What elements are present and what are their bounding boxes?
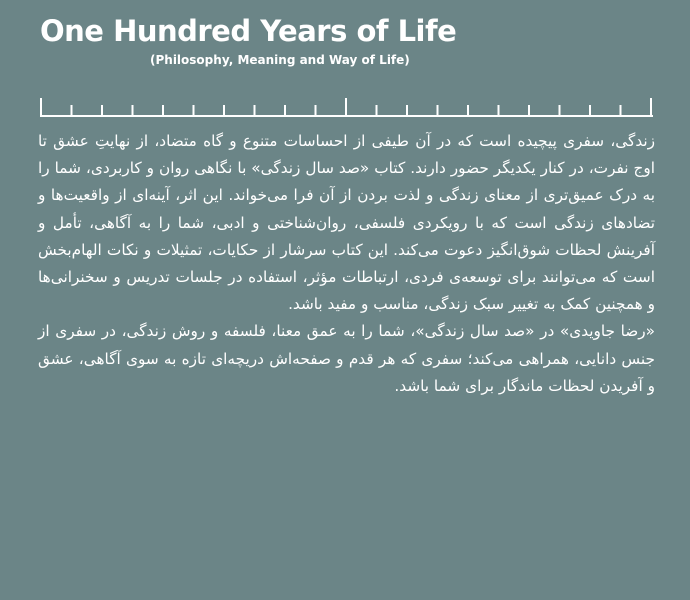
book-description	[38, 128, 655, 400]
description-paragraph-2: «رضا جاویدی» در «صد سال زندگی»، شما را به عمق معنا، فلسفه و روش زندگی، در سفری از جنس دانایی، همراهی می‌کند؛ سفری که هر قدم و صفحه‌اش دریچه‌ای تازه به سوی آگاهی، عشق و آفریدن لحظات ماندگار برای شما باشد.	[38, 322, 655, 395]
book-subtitle: (Philosophy, Meaning and Way of Life)	[150, 53, 410, 67]
book-title: One Hundred Years of Life	[40, 14, 457, 48]
ruler-divider	[40, 96, 653, 120]
ruler-ticks	[41, 98, 651, 116]
description-paragraph-1: زندگی، سفری پیچیده است که در آن طیفی از احساسات متنوع و گاه متضاد، از نهایتِ عشق تا اوج نفرت، در کنار یکدیگر حضور دارند. کتاب «صد سال زندگی» با نگاهی روان و کاربردی، شما را به درک عمیق‌تری از معنای زندگی و لذت بردن از آن فرا می‌خواند. این اثر، آینه‌ای از واقعیت‌ها و تضادهای زندگی است که با رویکردی فلسفی، روان‌شناختی و ادبی، شما را به آگاهی، تأمل و آفرینش لحظات شوق‌انگیز دعوت می‌کند. این کتاب سرشار از حکایات، تمثیلات و نکات الهام‌بخش است که می‌توانند برای توسعه‌ی فردی، ارتباطات مؤثر، استفاده در جلسات تدریس و سخنرانی‌ها و همچنین کمک به تغییر سبک زندگی، مناسب و مفید باشد.	[38, 132, 655, 314]
